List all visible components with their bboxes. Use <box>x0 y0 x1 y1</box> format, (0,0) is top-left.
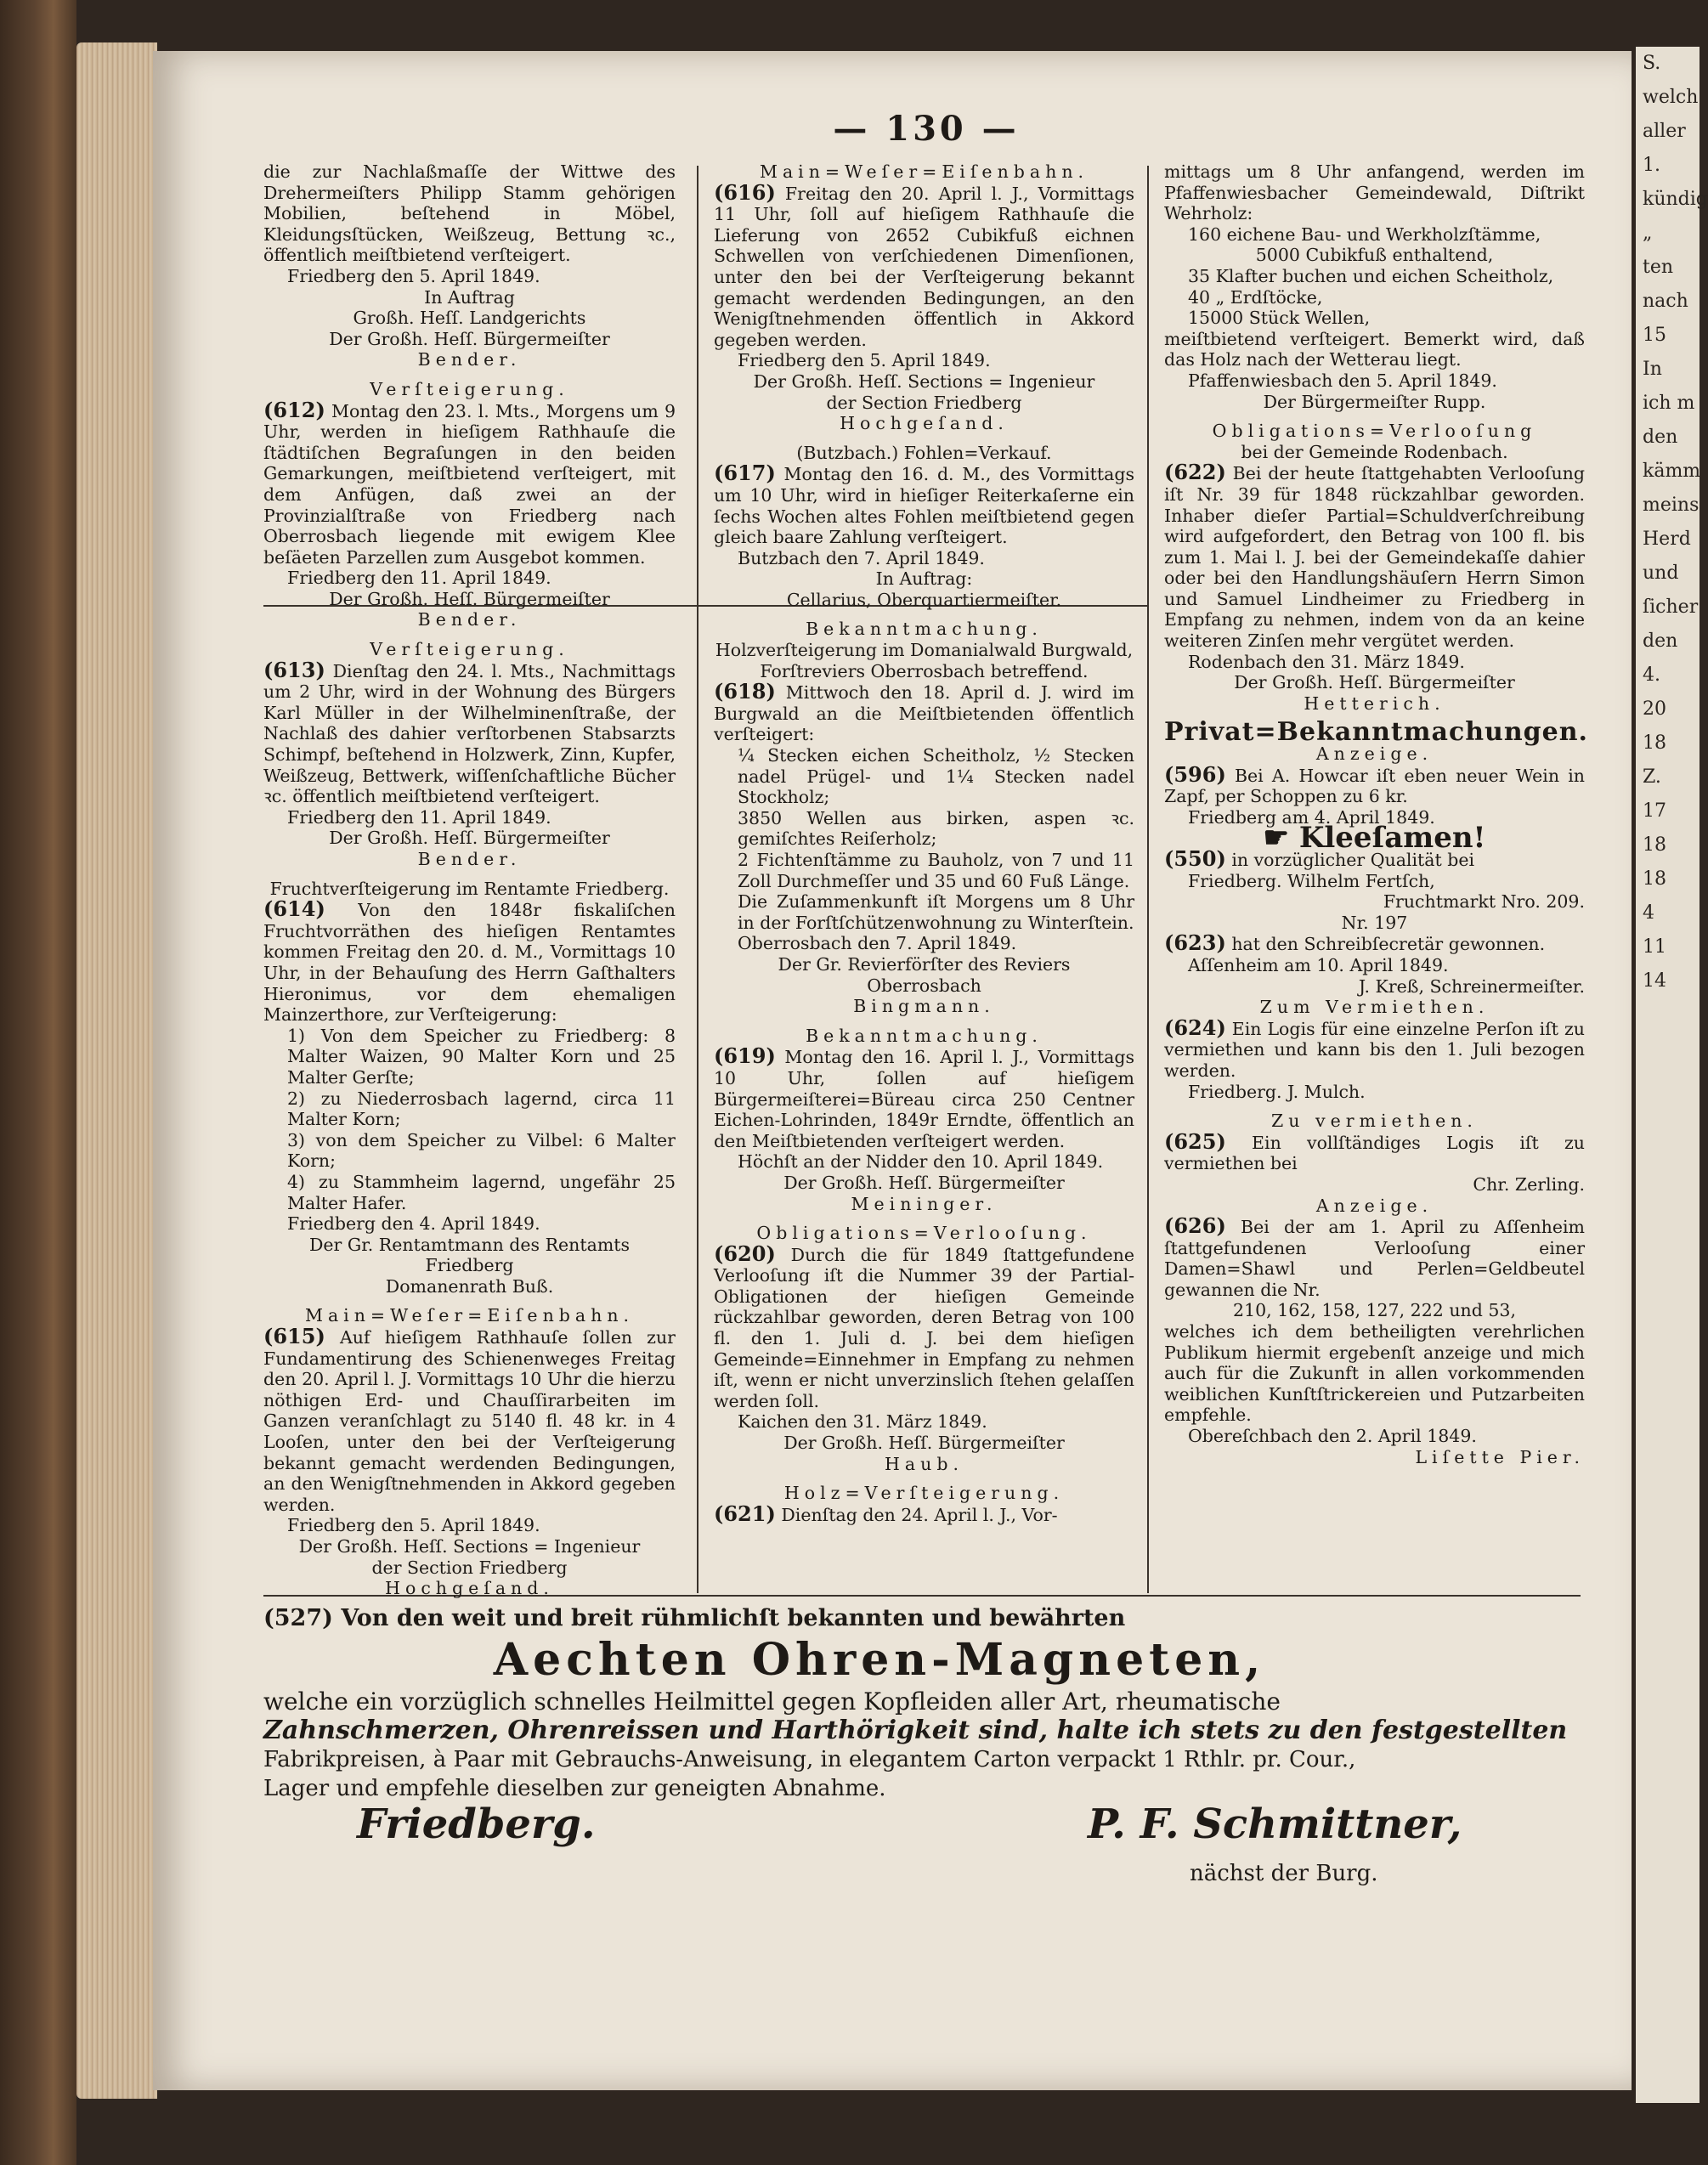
col1-paragraph <box>263 828 676 849</box>
ad-firm: P. F. Schmittner, <box>1088 1800 1462 1848</box>
paragraph-text: hat den Schreibſecretär gewonnen. <box>1225 934 1546 955</box>
next-page-fragment: welch <box>1643 87 1699 108</box>
paragraph-text: Bender. <box>417 849 522 869</box>
col2-paragraph <box>714 808 1134 850</box>
paragraph-text: Ein vollſtändiges Logis iſt zu vermiethen bei <box>1164 1132 1585 1174</box>
next-page-fragment: 1. <box>1643 155 1660 176</box>
col3-paragraph <box>1164 245 1585 266</box>
next-page-fragment: „ <box>1643 223 1653 244</box>
ad-line4: Zahnschmerzen, Ohrenreissen und Harthörigkeit sind, halte ich stets zu den festgestellten <box>263 1716 1568 1745</box>
paragraph-text: mittags um 8 Uhr anfangend, werden im Pfaffenwiesbacher Gemeindewald, Diſtrikt Wehrholz: <box>1164 161 1585 224</box>
ad-title: Aechten Ohren-Magneten, <box>493 1634 1266 1686</box>
col1-paragraph <box>263 1276 676 1297</box>
col2-paragraph <box>714 933 1134 954</box>
paragraph-text: 5000 Cubikfuß enthaltend, <box>1255 245 1494 266</box>
column-right <box>1164 161 1588 1467</box>
col2-paragraph <box>714 850 1134 891</box>
next-page-fragment: 18 <box>1643 834 1666 856</box>
paragraph-text: Friedberg den 4. April 1849. <box>287 1213 540 1235</box>
paragraph-text: Friedberg den 5. April 1849. <box>287 1515 540 1536</box>
notice-number: (619) <box>714 1043 776 1069</box>
col2-paragraph <box>714 590 1134 611</box>
next-page-fragment: den <box>1643 427 1678 448</box>
col3-paragraph <box>1164 1213 1585 1300</box>
col2-paragraph <box>714 1151 1134 1173</box>
paragraph-text: Friedberg den 5. April 1849. <box>287 265 540 286</box>
next-page-fragment: Herd <box>1643 529 1691 550</box>
paragraph-text: Bekanntmachung. <box>806 619 1043 640</box>
paragraph-text: Ein Logis für eine einzelne Perſon iſt zu vermiethen und kann bis den 1. Juli bezogen werden. <box>1164 1018 1585 1081</box>
paragraph-text: Domanenrath Buß. <box>385 1275 554 1297</box>
next-page-fragment: 4. <box>1643 664 1660 686</box>
paragraph-text: Freitag den 20. April l. J., Vormittags 11 Uhr, ſoll auf hieſigem Rathhauſe die Lieferung von 2652 Cubikfuß eichnen Schwellen von verſchiedenen Dimenſionen, unter den bei der Verſteigerung bekannt gemacht werdenden Bedingungen, an den Wenigſtnehmenden öffentlich in Akkord gegeben werden. <box>714 183 1134 350</box>
paragraph-text: Durch die für 1849 ſtattgefundene Verlooſung iſt die Nummer 39 der Partial-Obligationen der hieſigen Gemeinde rückzahlbar geworden, deren Betrag von 100 fl. den 1. Juli d. J. bei dem hieſigen Gemeinde=Einnehmer in Empfang zu nehmen iſt, wenn er nicht unverzinslich ſtehen gelaſſen werden ſoll. <box>714 1244 1134 1411</box>
col2-paragraph <box>714 891 1134 933</box>
paragraph-text: welches ich dem betheiligten verehrlichen Publikum hiermit ergebenſt anzeige und mich auch für die Zukunft in allen vorkommenden weiblichen Kunſtſtrickereien und Putzarbeiten empfehle. <box>1164 1321 1585 1426</box>
col3-paragraph <box>1164 871 1585 892</box>
col1-paragraph <box>263 568 676 589</box>
notice-number: (624) <box>1164 1015 1226 1040</box>
col2-paragraph <box>714 681 1134 745</box>
ad-town: Friedberg. <box>357 1800 596 1848</box>
paragraph-text: Der Großh. Heſſ. Bürgermeiſter <box>783 1433 1065 1454</box>
notice-number: (625) <box>1164 1128 1226 1154</box>
column-rule-left <box>697 166 698 1593</box>
col3-paragraph <box>1164 1447 1585 1468</box>
next-page-fragment: ſicher <box>1643 596 1699 618</box>
paragraph-text: Liſette Pier. <box>1415 1446 1585 1467</box>
col1-paragraph <box>263 1578 676 1599</box>
col3-paragraph <box>1164 1102 1585 1111</box>
paragraph-text: Bekanntmachung. <box>806 1025 1043 1046</box>
paragraph-text: der Section Friedberg <box>826 392 1022 413</box>
paragraph-text: Bingmann. <box>853 996 995 1017</box>
notice-number: (623) <box>1164 930 1226 956</box>
notice-number: (626) <box>1164 1213 1226 1239</box>
col2-paragraph <box>714 1474 1134 1483</box>
col3-paragraph <box>1164 161 1585 224</box>
col1-paragraph <box>263 807 676 828</box>
next-page-fragment: 15 <box>1643 325 1666 346</box>
col3-paragraph <box>1164 329 1585 370</box>
paragraph-text: In Auftrag <box>424 286 515 308</box>
paragraph-text: Bender. <box>417 349 522 370</box>
paragraph-text: Der Gr. Rentamtmann des Rentamts Friedberg <box>308 1234 631 1276</box>
paragraph-text: Der Großh. Heſſ. Bürgermeiſter <box>329 828 610 849</box>
col1-paragraph <box>263 370 676 379</box>
paragraph-text: ¼ Stecken eichen Scheitholz, ½ Stecken nadel Prügel- und 1¼ Stecken nadel Stockholz; <box>738 745 1134 808</box>
col2-paragraph <box>714 1223 1134 1244</box>
col2-paragraph <box>714 954 1134 975</box>
col1-paragraph <box>263 349 676 370</box>
paragraph-text: Friedberg den 11. April 1849. <box>287 806 551 828</box>
col3-paragraph <box>1164 693 1585 715</box>
paragraph-text: Anzeige. <box>1315 743 1434 765</box>
paragraph-text: Haub. <box>885 1453 964 1474</box>
paragraph-text: Friedberg. Wilhelm Fertſch, <box>1188 870 1435 891</box>
paragraph-text: 35 Klafter buchen und eichen Scheitholz, <box>1188 265 1554 286</box>
col3-paragraph <box>1164 672 1585 693</box>
col2-paragraph <box>714 619 1134 640</box>
paragraph-text: Friedberg. J. Mulch. <box>1188 1081 1366 1102</box>
page-number: — 130 — <box>833 109 1020 149</box>
paragraph-text: ☛ Kleeſamen! <box>1263 821 1486 856</box>
paragraph-text: Oberrosbach den 7. April 1849. <box>738 933 1017 954</box>
next-page-fragment: kämm <box>1643 461 1701 482</box>
col1-paragraph <box>263 1326 676 1515</box>
col1-paragraph <box>263 287 676 308</box>
col2-paragraph <box>714 371 1134 393</box>
col3-paragraph <box>1164 412 1585 421</box>
col1-paragraph <box>263 308 676 329</box>
paragraph-text: Der Großh. Heſſ. Bürgermeiſter <box>783 1172 1065 1193</box>
paragraph-text: Der Großh. Heſſ. Bürgermeiſter <box>1234 672 1515 693</box>
paragraph-text: Die Zuſammenkunft iſt Morgens um 8 Uhr in der Forſtſchützenwohnung zu Winterſtein. <box>738 891 1134 933</box>
next-page-fragment: Z. <box>1643 766 1661 788</box>
col3-paragraph <box>1164 891 1585 913</box>
paragraph-text: Friedberg am 4. April 1849. <box>1188 806 1435 828</box>
col1-paragraph <box>263 397 676 568</box>
paragraph-text: Obligations=Verlooſung <box>1212 421 1537 442</box>
ad-line3: welche ein vorzüglich schnelles Heilmittel gegen Kopfleiden aller Art, rheumatische <box>263 1687 1281 1716</box>
next-page-fragment: 11 <box>1643 936 1666 958</box>
paragraph-text: Friedberg den 5. April 1849. <box>738 350 991 371</box>
col1-paragraph <box>263 1213 676 1235</box>
col2-paragraph <box>714 1026 1134 1047</box>
paragraph-text: In Auftrag: <box>875 568 973 590</box>
col1-paragraph <box>263 896 676 1026</box>
col2-paragraph <box>714 350 1134 371</box>
paragraph-text: Meininger. <box>851 1193 998 1214</box>
notice-number: (621) <box>714 1501 776 1526</box>
col3-paragraph <box>1164 846 1585 871</box>
col1-paragraph <box>263 589 676 610</box>
next-page-fragment: nach <box>1643 291 1688 312</box>
col1-paragraph <box>263 1130 676 1172</box>
col2-paragraph <box>714 548 1134 569</box>
ad-number: (527) <box>263 1605 333 1631</box>
ad-intro-line <box>263 1604 1581 1633</box>
paragraph-text: Rodenbach den 31. März 1849. <box>1188 651 1465 672</box>
next-page-fragment: 17 <box>1643 800 1666 822</box>
col2-paragraph <box>714 393 1134 414</box>
paragraph-text: Auf hieſigem Rathhauſe ſollen zur Fundamentirung des Schienenweges Freitag den 20. April l. J. Vormittags 10 Uhr die hierzu nöthigen Erd- und Chauſſirarbeiten im Ganzen veranſchlagt zu 5140 fl. 48 kr. in 4 Looſen, unter den bei der Verſteigerung bekannt gemacht werdenden Bedingungen, an den Wenigſtnehmenden in Akkord gegeben werden. <box>263 1327 676 1515</box>
col1-paragraph <box>263 1557 676 1579</box>
col3-paragraph <box>1164 370 1585 392</box>
paragraph-text: Privat=Bekanntmachungen. <box>1164 717 1588 748</box>
paragraph-text: 2 Fichtenſtämme zu Bauholz, von 7 und 11 Zoll Durchmeſſer und 35 und 60 Fuß Länge. <box>738 850 1134 891</box>
next-page-fragment: und <box>1643 562 1679 584</box>
col3-paragraph <box>1164 442 1585 463</box>
paragraph-text: Der Großh. Heſſ. Sections = Ingenieur <box>298 1536 641 1557</box>
notice-number: (596) <box>1164 761 1226 787</box>
paragraph-text: Verſteigerung. <box>370 378 569 399</box>
paragraph-text: Hetterich. <box>1304 692 1445 714</box>
next-page-fragment: ich m <box>1643 393 1695 414</box>
notice-number: (616) <box>714 179 776 205</box>
next-page-fragment: 4 <box>1643 902 1654 924</box>
next-page-fragment: In <box>1643 359 1662 380</box>
col2-paragraph <box>714 443 1134 464</box>
paragraph-text: Der Großh. Heſſ. Sections = Ingenieur <box>753 370 1095 392</box>
paragraph-text: Verſteigerung. <box>370 639 569 660</box>
paragraph-text: (Butzbach.) Fohlen=Verkauf. <box>796 442 1052 463</box>
paragraph-text: der Section Friedberg <box>371 1557 568 1578</box>
paragraph-text: Chr. Zerling. <box>1473 1173 1585 1195</box>
notice-number: (615) <box>263 1324 325 1349</box>
col3-paragraph <box>1164 821 1585 856</box>
col2-paragraph <box>714 1483 1134 1504</box>
col1-paragraph <box>263 1026 676 1088</box>
notice-number: (614) <box>263 896 325 922</box>
paragraph-text: Main=Weſer=Eiſenbahn. <box>304 1305 635 1326</box>
col2-paragraph <box>714 610 1134 619</box>
paragraph-text: Cellarius, Oberquartiermeiſter. <box>786 589 1062 610</box>
col2-paragraph <box>714 161 1134 183</box>
next-page-fragment: 20 <box>1643 698 1666 720</box>
paragraph-text: 160 eichene Bau- und Werkholzſtämme, <box>1188 223 1541 245</box>
col2-paragraph <box>714 413 1134 434</box>
paragraph-text: Der Gr. Revierförſter des Reviers <box>778 953 1071 975</box>
next-page-fragment: ten <box>1643 257 1674 278</box>
col3-paragraph <box>1164 1196 1585 1217</box>
next-page-fragment: 18 <box>1643 732 1666 754</box>
paragraph-text: 40 „ Erdſtöcke, <box>1188 286 1323 308</box>
next-page-fragment: den <box>1643 630 1678 652</box>
col2-paragraph <box>714 996 1134 1017</box>
paragraph-text: Montag den 16. April l. J., Vormittags 10 Uhr, ſollen auf hieſigem Bürgermeiſterei=Büreau circa 250 Centner Eichen-Lohrinden, 1849r Erndte, öffentlich an den Meiſtbietenden verſteigert werden. <box>714 1047 1134 1151</box>
col3-paragraph <box>1164 462 1585 651</box>
col3-paragraph <box>1164 1111 1585 1132</box>
paragraph-text: J. Kreß, Schreinermeiſter. <box>1358 975 1585 997</box>
next-page-fragment: kündig <box>1643 189 1708 210</box>
paragraph-text: Montag den 23. l. Mts., Morgens um 9 Uhr, werden in hieſigem Rathhauſe die ſtädtiſchen Begraſungen in den beiden Gemarkungen, meiſtbietend verſteigert, mit dem Anfügen, daß zwei an der Provinzialſtraße von Friedberg nach Oberrosbach liegende mit ewigem Klee beſäeten Parzellen zum Ausgebot kommen. <box>263 400 676 568</box>
col3-paragraph <box>1164 997 1585 1018</box>
page-edges <box>76 42 157 2099</box>
next-page-edge <box>1636 47 1708 2103</box>
notice-number: (620) <box>714 1241 776 1266</box>
col1-paragraph <box>263 161 676 266</box>
paragraph-text: Bei der heute ſtattgehabten Verlooſung iſt Nr. 39 für 1848 rückzahlbar geworden. Inhaber dieſer Partial=Schuldverſchreibung wird aufgefordert, den Betrag von 100 fl. bis zum 1. Mai l. J. bei der Gemeindekaſſe dahier oder bei den Handlungshäuſern Herrn Simon und Samuel Lindheimer zu Friedberg in Empfang zu nehmen, indem von da an keine weiteren Zinſen mehr vergütet werden. <box>1164 463 1585 652</box>
col3-paragraph <box>1164 1174 1585 1196</box>
next-page-fragment: meins <box>1643 495 1700 516</box>
col1-paragraph <box>263 630 676 639</box>
paragraph-text: Anzeige. <box>1315 1195 1434 1216</box>
book-spine <box>0 0 76 2165</box>
col3-paragraph <box>1164 1300 1585 1321</box>
paragraph-text: Friedberg den 11. April 1849. <box>287 568 551 589</box>
col2-paragraph <box>714 1194 1134 1215</box>
paragraph-text: 210, 162, 158, 127, 222 und 53, <box>1233 1300 1516 1321</box>
paragraph-text: Aſſenheim am 10. April 1849. <box>1188 954 1449 975</box>
col1-paragraph <box>263 870 676 879</box>
col3-paragraph <box>1164 717 1588 748</box>
col2-paragraph <box>714 434 1134 443</box>
paragraph-text: Dienſtag den 24. l. Mts., Nachmittags um 2 Uhr, wird in der Wohnung des Bürgers Karl Müller in der Wilhelminenſtraße, der Nachlaß des dahier verſtorbenen Stabsarzts Schimpf, beſtehend in Holzwerk, Zinn, Kupfer, Weißzeug, Bettwerk, wiſſenſchaftliche Bücher ꝛc. öffentlich meiſtbietend verſteigert. <box>263 660 676 807</box>
paragraph-text: Obereſchbach den 2. April 1849. <box>1188 1426 1477 1447</box>
col1-paragraph <box>263 1297 676 1305</box>
paragraph-text: Main=Weſer=Eiſenbahn. <box>759 161 1089 182</box>
col3-paragraph <box>1164 224 1585 246</box>
next-page-fragment: S. <box>1643 53 1661 74</box>
col3-paragraph <box>1164 1015 1585 1082</box>
next-page-fragment: 18 <box>1643 868 1666 890</box>
col2-paragraph <box>714 568 1134 590</box>
col1-paragraph <box>263 1515 676 1536</box>
notice-number: (550) <box>1164 846 1226 871</box>
paragraph-text: Bei A. Howcar iſt eben neuer Wein in Zapf, per Schoppen zu 6 kr. <box>1164 765 1585 807</box>
next-page-fragment: aller <box>1643 121 1686 142</box>
col3-paragraph <box>1164 930 1585 956</box>
col2-paragraph <box>714 1411 1134 1433</box>
col2-paragraph <box>714 179 1134 351</box>
col1-paragraph <box>263 329 676 350</box>
col2-paragraph <box>714 1433 1134 1454</box>
paragraph-text: Nr. 197 <box>1341 912 1408 933</box>
paragraph-text: Zum Vermiethen. <box>1259 997 1490 1018</box>
next-page-fragment: 14 <box>1643 970 1666 992</box>
paragraph-text: bei der Gemeinde Rodenbach. <box>1241 441 1508 462</box>
col3-paragraph <box>1164 1321 1585 1426</box>
col1-paragraph <box>263 1536 676 1557</box>
notice-number: (612) <box>263 397 325 422</box>
col2-paragraph <box>714 1043 1134 1151</box>
col2-paragraph <box>714 1173 1134 1194</box>
paragraph-text: in vorzüglicher Qualität bei <box>1225 850 1475 870</box>
advertisement-ohren-magneten <box>263 1604 1581 1886</box>
paragraph-text: Pfaffenwiesbach den 5. April 1849. <box>1188 370 1497 391</box>
col3-paragraph <box>1164 1128 1585 1174</box>
notice-number: (618) <box>714 679 776 704</box>
paragraph-text: Dienſtag den 24. April l. J., Vor- <box>775 1504 1058 1525</box>
paragraph-text: Von den 1848r fiskaliſchen Fruchtvorräthen des hieſigen Rentamtes kommen Freitag den 20. d. M., Vormittags 10 Uhr, in der Behauſung des Herrn Gaſthalters Hieronimus, vor dem ehemaligen Mainzerthore, zur Verſteigerung: <box>263 900 676 1026</box>
paragraph-text: Zu vermiethen. <box>1271 1111 1478 1132</box>
col3-paragraph <box>1164 421 1585 442</box>
paragraph-text: Hochgeſand. <box>385 1578 554 1599</box>
col1-paragraph <box>263 1172 676 1213</box>
ad-signature <box>263 1800 1581 1886</box>
notice-number: (617) <box>714 461 776 486</box>
paragraph-text: Der Großh. Heſſ. Bürgermeiſter <box>329 328 610 349</box>
col3-paragraph <box>1164 652 1585 673</box>
paragraph-text: Großh. Heſſ. Landgerichts <box>353 308 586 329</box>
paragraph-text: Bei der am 1. April zu Aſſenheim ſtattgefundenen Verlooſung einer Damen=Shawl und Perlen=Geldbeutel gewannen die Nr. <box>1164 1217 1585 1300</box>
paragraph-text: Mittwoch den 18. April d. J. wird im Burgwald an die Meiſtbietenden öffentlich verſteigert: <box>714 682 1134 745</box>
paragraph-text: Fruchtmarkt Nro. 209. <box>1383 891 1585 913</box>
column-rule-right <box>1147 166 1149 1593</box>
col1-paragraph <box>263 849 676 870</box>
col3-paragraph <box>1164 308 1585 329</box>
col1-paragraph <box>263 1235 676 1276</box>
col2-paragraph <box>714 975 1134 997</box>
col3-paragraph <box>1164 913 1585 934</box>
ad-firm-note: nächst der Burg. <box>1190 1861 1378 1886</box>
paragraph-text: Fruchtverſteigerung im Rentamte Friedberg. <box>269 878 670 899</box>
paragraph-text: 15000 Stück Wellen, <box>1188 308 1371 329</box>
column-left <box>263 161 676 1599</box>
col2-paragraph <box>714 745 1134 808</box>
paragraph-text: 3) von dem Speicher zu Vilbel: 6 Malter Korn; <box>287 1129 676 1172</box>
paragraph-text: Bender. <box>417 609 522 630</box>
paragraph-text: 2) zu Niederrosbach lagernd, circa 11 Malter Korn; <box>287 1088 676 1130</box>
notice-number: (613) <box>263 657 325 682</box>
paragraph-text: meiſtbietend verſteigert. Bemerkt wird, daß das Holz nach der Wetterau liegt. <box>1164 328 1585 370</box>
paragraph-text: die zur Nachlaßmaſſe der Wittwe des Drehermeiſters Philipp Stamm gehörigen Mobilien, beſtehend in Möbel, Kleidungsſtücken, Weißzeug, Bettung ꝛc., öffentlich meiſtbietend verſteigert. <box>263 161 676 266</box>
ad-line5: Fabrikpreisen, à Paar mit Gebrauchs-Anweisung, in elegantem Carton verpackt 1 Rthlr. pr. Cour., <box>263 1747 1356 1772</box>
paragraph-text: 3850 Wellen aus birken, aspen ꝛc. gemiſchtes Reiſerholz; <box>738 807 1134 850</box>
paragraph-text: Obligations=Verlooſung. <box>756 1223 1092 1244</box>
col3-paragraph <box>1164 287 1585 308</box>
col2-paragraph <box>714 463 1134 547</box>
col3-paragraph <box>1164 761 1585 807</box>
col2-paragraph <box>714 1501 1134 1526</box>
paragraph-text: Oberrosbach <box>867 975 981 996</box>
paragraph-text: 4) zu Stammheim lagernd, ungefähr 25 Malter Hafer. <box>287 1171 676 1213</box>
col3-paragraph <box>1164 1426 1585 1447</box>
col1-paragraph <box>263 266 676 287</box>
col3-paragraph <box>1164 1082 1585 1103</box>
paragraph-text: Holzverſteigerung im Domanialwald Burgwald, Forſtreviers Oberrosbach betreffend. <box>715 640 1134 681</box>
paragraph-text: Montag den 16. d. M., des Vormittags um 10 Uhr, wird in hieſiger Reiterkaſerne ein ſechs Wochen altes Fohlen meiſtbietend gegen gleich baare Zahlung verſteigert. <box>714 464 1134 548</box>
col1-paragraph <box>263 657 676 807</box>
paragraph-text: Butzbach den 7. April 1849. <box>738 547 985 568</box>
ad-line6: Lager und empfehle dieselben zur geneigten Abnahme. <box>263 1776 886 1801</box>
col3-paragraph <box>1164 392 1585 413</box>
col2-paragraph <box>714 1214 1134 1223</box>
col1-paragraph <box>263 609 676 630</box>
col2-paragraph <box>714 1454 1134 1475</box>
paragraph-text: Der Großh. Heſſ. Bürgermeiſter <box>329 588 610 609</box>
col3-paragraph <box>1164 266 1585 287</box>
notice-number: (622) <box>1164 460 1226 485</box>
paragraph-text: Holz=Verſteigerung. <box>783 1483 1065 1504</box>
paragraph-text: 1) Von dem Speicher zu Friedberg: 8 Malter Waizen, 90 Malter Korn und 25 Malter Gerſte; <box>287 1025 676 1088</box>
column-middle <box>714 161 1134 1525</box>
col2-paragraph <box>714 640 1134 681</box>
paragraph-text: Höchſt an der Nidder den 10. April 1849. <box>738 1151 1104 1173</box>
col3-paragraph <box>1164 976 1585 998</box>
paragraph-text: Kaichen den 31. März 1849. <box>738 1411 987 1433</box>
col2-paragraph <box>714 1241 1134 1412</box>
col2-paragraph <box>714 1017 1134 1026</box>
ad-line1: Von den weit und breit rühmlichſt bekannten und bewährten <box>341 1605 1126 1631</box>
col3-paragraph <box>1164 955 1585 976</box>
paragraph-text: Der Bürgermeiſter Rupp. <box>1263 391 1486 412</box>
col1-paragraph <box>263 1088 676 1130</box>
paragraph-text: Hochgeſand. <box>840 413 1009 434</box>
